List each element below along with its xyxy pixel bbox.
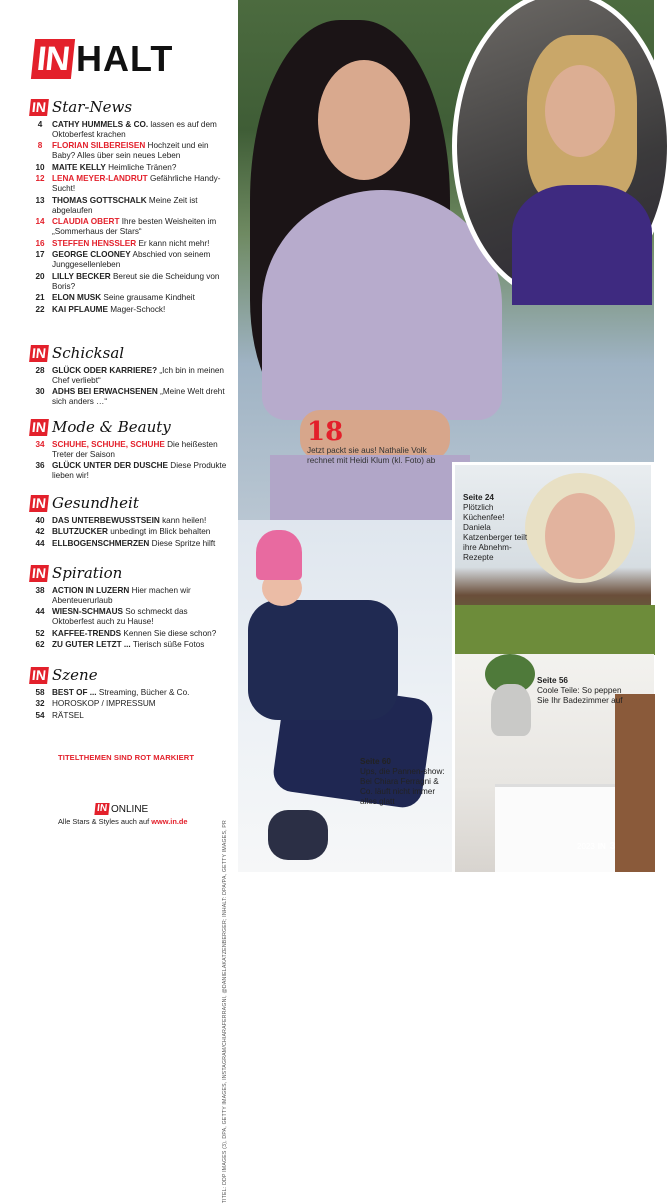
- toc-entry-description: „Ich bin in meinen Chef verliebt“: [52, 365, 224, 385]
- toc-entry[interactable]: [30, 366, 230, 386]
- toc-entry-name: STEFFEN HENSSLER: [52, 238, 137, 248]
- folio-in: IN: [597, 842, 606, 851]
- toc-page-number: 36: [35, 461, 45, 470]
- toc-entry-text: [50, 527, 230, 537]
- folio-year: 2023: [577, 842, 595, 851]
- toc-entry-description: Mager-Schock!: [107, 304, 166, 314]
- caption-page-label: Seite 60: [360, 757, 391, 766]
- toc-entry[interactable]: [30, 516, 230, 526]
- red-topics-note: TITELTHEMEN SIND ROT MARKIERT: [58, 753, 195, 762]
- photo-pot-shape: [491, 684, 531, 736]
- toc-entry-text: [50, 366, 230, 386]
- toc-entry-description: Hochzeit und ein Baby? Alles über sein neues Leben: [52, 141, 209, 160]
- toc-page-number: 40: [35, 515, 45, 525]
- toc-entry-text: [50, 586, 230, 606]
- toc-entry-description: Kennen Sie diese schon?: [121, 628, 217, 638]
- toc-page-number: 10: [35, 162, 45, 172]
- toc-entry-description: kann heilen!: [159, 515, 207, 525]
- toc-entry[interactable]: [30, 250, 230, 270]
- section-spiration: [30, 562, 230, 650]
- caption-page-label: Seite 56: [537, 676, 568, 685]
- toc-entry[interactable]: [30, 629, 230, 639]
- toc-entry[interactable]: [30, 196, 230, 216]
- heidi-klum-photo[interactable]: [452, 0, 672, 302]
- toc-entry-text: [50, 163, 230, 173]
- toc-entry[interactable]: [30, 440, 230, 460]
- toc-entry-text: [50, 174, 230, 194]
- toc-page-number: 44: [35, 607, 45, 616]
- toc-entry-description: Die heißesten Treter der Saison: [52, 439, 218, 459]
- online-logo[interactable]: [95, 803, 148, 815]
- toc-entry[interactable]: [30, 586, 230, 606]
- online-in-logo: IN: [94, 803, 109, 815]
- photo-shelf-shape: [615, 694, 655, 872]
- section-heading: [30, 96, 230, 118]
- toc-entry[interactable]: [30, 640, 230, 650]
- masthead: [33, 38, 173, 80]
- section-title: Mode & Beauty: [52, 418, 171, 436]
- section-title: Szene: [52, 666, 98, 684]
- toc-entry[interactable]: [30, 711, 230, 721]
- toc-entry-name: LENA MEYER-LANDRUT: [52, 174, 148, 183]
- chiara-ferragni-photo[interactable]: [238, 520, 452, 872]
- toc-entry-name: CATHY HUMMELS & CO.: [52, 119, 149, 129]
- toc-entry-name: WIESN-SCHMAUS: [52, 607, 123, 616]
- section-in-logo: IN: [29, 565, 49, 582]
- toc-entry-description: Meine Zeit ist abgelaufen: [52, 195, 198, 215]
- toc-entry[interactable]: [30, 174, 230, 194]
- toc-entry-text: [50, 699, 230, 709]
- toc-entry[interactable]: [30, 163, 230, 173]
- toc-entry-text: [50, 440, 230, 460]
- toc-page-number: 8: [37, 141, 43, 150]
- toc-entry-text: [50, 272, 230, 292]
- toc-page-number: 22: [35, 304, 45, 314]
- toc-entry-name: GLÜCK ODER KARRIERE?: [52, 365, 158, 375]
- toc-page-number: 14: [35, 217, 45, 226]
- toc-entry-name: ADHS BEI ERWACHSENEN: [52, 387, 158, 396]
- toc-page-number: 13: [35, 195, 45, 205]
- section-schicksal: [30, 342, 230, 407]
- photo-food-shape: [455, 605, 655, 655]
- toc-entry-name: ELLBOGENSCHMERZEN: [52, 538, 150, 548]
- toc-entry-text: [50, 461, 230, 481]
- toc-entry[interactable]: [30, 293, 230, 303]
- photo-hat-shape: [256, 530, 302, 580]
- section-heading: [30, 416, 230, 438]
- toc-entry-name: FLORIAN SILBEREISEN: [52, 141, 146, 150]
- section-in-logo: IN: [29, 345, 49, 362]
- toc-page-number: 12: [35, 174, 45, 183]
- toc-entry-description: Streaming, Bücher & Co.: [96, 687, 190, 697]
- caption-text: Jetzt packt sie aus! Nathalie Volk rechnet mit Heidi Klum (kl. Foto) ab: [307, 446, 436, 465]
- toc-entry-description: Heimliche Tränen?: [105, 162, 177, 172]
- photo-face-shape: [318, 60, 410, 180]
- caption-text: Ups, die Pannen-show: Bei Chiara Ferragni & Co. läuft nicht immer alles glatt: [360, 767, 445, 806]
- section-star-news: [30, 96, 230, 315]
- masthead-in-logo: IN: [31, 39, 75, 79]
- toc-entry-text: [50, 141, 230, 161]
- toc-entry[interactable]: [30, 387, 230, 407]
- toc-entry[interactable]: [30, 539, 230, 549]
- toc-entry-name: ZU GUTER LETZT ...: [52, 640, 131, 649]
- section-in-logo: IN: [29, 419, 49, 436]
- photo-face-shape: [545, 493, 615, 579]
- toc-entry-name: CLAUDIA OBERT: [52, 217, 120, 226]
- caption-page-number: 18: [307, 417, 344, 447]
- toc-page-number: 20: [35, 271, 45, 281]
- caption-text: Plötzlich Küchenfee! Daniela Katzenberger teilt ihre Abnehm-Rezepte: [463, 503, 528, 562]
- online-label: ONLINE: [111, 803, 149, 815]
- photo-credits: TITEL: DDP IMAGES (3), DPA, GETTY IMAGES, INSTAGRAM/CHIARAFERRAGNI, @DANIELAKATZENBERGER; INHALT: DPA/PA, GETTY IMAGES, PR: [222, 820, 228, 1203]
- toc-entry-name: ELON MUSK: [52, 293, 102, 302]
- online-promo: [58, 817, 188, 826]
- toc-page-number: 16: [35, 238, 45, 248]
- toc-entry-description: HOROSKOP / IMPRESSUM: [52, 699, 156, 708]
- toc-page-number: 52: [35, 628, 45, 638]
- toc-entry-text: [50, 711, 230, 721]
- photo-dress-shape: [512, 185, 652, 305]
- website-link[interactable]: www.in.de: [151, 817, 188, 826]
- toc-entry-description: So schmeckt das Oktoberfest auch zu Hause!: [52, 607, 188, 626]
- toc-entry-text: [50, 120, 230, 140]
- toc-page-number: 32: [35, 699, 45, 708]
- toc-entry-text: [50, 293, 230, 303]
- toc-entry[interactable]: [30, 141, 230, 161]
- photo-bathtub-shape: [495, 784, 615, 872]
- toc-entry-text: [50, 629, 230, 639]
- section-title: Star-News: [52, 98, 133, 116]
- page-folio: [577, 841, 615, 852]
- toc-entry-name: THOMAS GOTTSCHALK: [52, 195, 147, 205]
- caption-page-label: Seite 24: [463, 493, 494, 502]
- toc-entry-description: Tierisch süße Fotos: [130, 640, 205, 649]
- toc-entry-name: BEST OF ...: [52, 687, 97, 697]
- toc-entry-description: „Meine Welt dreht sich anders …“: [52, 387, 225, 406]
- toc-page-number: 38: [35, 585, 45, 595]
- toc-entry[interactable]: [30, 688, 230, 698]
- section-title: Schicksal: [52, 344, 125, 362]
- toc-entry-name: KAFFEE-TRENDS: [52, 628, 122, 638]
- toc-entry-name: MAITE KELLY: [52, 162, 106, 172]
- toc-entry-name: GLÜCK UNTER DER DUSCHE: [52, 461, 168, 470]
- section-gesundheit: [30, 492, 230, 549]
- section-heading: [30, 664, 230, 686]
- toc-entry[interactable]: [30, 607, 230, 627]
- toc-entry-text: [50, 688, 230, 698]
- toc-entry-description: Diese Produkte lieben wir!: [52, 461, 227, 480]
- toc-entry-description: Gefährliche Handy-Sucht!: [52, 174, 221, 193]
- toc-entry-text: [50, 387, 230, 407]
- toc-page-number: 28: [35, 365, 45, 375]
- toc-page-number: 58: [35, 687, 45, 697]
- toc-entry-description: Seine grausame Kindheit: [101, 293, 195, 302]
- toc-page-number: 34: [35, 439, 45, 449]
- section-szene: [30, 664, 230, 721]
- toc-entry-text: [50, 239, 230, 249]
- toc-entry[interactable]: [30, 699, 230, 709]
- toc-entry-text: [50, 217, 230, 237]
- toc-entry[interactable]: [30, 120, 230, 140]
- toc-entry-text: [50, 516, 230, 526]
- masthead-title: HALT: [76, 38, 174, 79]
- toc-entry[interactable]: [30, 305, 230, 315]
- section-in-logo: IN: [29, 495, 49, 512]
- toc-entry-text: [50, 640, 230, 650]
- toc-page-number: 4: [37, 119, 43, 129]
- toc-entry-description: lassen es auf dem Oktoberfest krachen: [52, 119, 217, 139]
- section-in-logo: IN: [29, 99, 49, 116]
- toc-page-number: 30: [35, 387, 45, 396]
- toc-column: [0, 0, 232, 1203]
- toc-entry-description: Ihre besten Weisheiten im „Sommerhaus der Stars“: [52, 217, 217, 236]
- toc-entry-text: [50, 196, 230, 216]
- toc-entry[interactable]: [30, 239, 230, 249]
- toc-entry-description: Diese Spritze hilft: [149, 538, 216, 548]
- photo-boot-shape: [268, 810, 328, 860]
- section-title: Gesundheit: [52, 494, 139, 512]
- toc-page-number: 44: [35, 538, 45, 548]
- toc-entry-name: BLUTZUCKER: [52, 527, 108, 536]
- toc-entry-name: GEORGE CLOONEY: [52, 250, 131, 259]
- toc-entry-text: [50, 607, 230, 627]
- toc-entry-text: [50, 305, 230, 315]
- toc-entry-description: unbedingt im Blick behalten: [107, 527, 211, 536]
- online-promo-text: Alle Stars & Styles auch auf: [58, 817, 152, 826]
- section-mode-beauty: [30, 416, 230, 481]
- section-title: Spiration: [52, 564, 123, 582]
- toc-entry-name: KAI PFLAUME: [52, 304, 108, 314]
- section-heading: [30, 342, 230, 364]
- toc-entry-description: Abschied von seinem Junggesellenleben: [52, 250, 211, 269]
- caption-page-56[interactable]: [537, 676, 627, 706]
- section-heading: [30, 492, 230, 514]
- caption-page-18[interactable]: [307, 418, 447, 466]
- toc-page-number: 54: [35, 710, 45, 720]
- caption-text: Coole Teile: So peppen Sie Ihr Badezimmer auf: [537, 686, 623, 705]
- toc-entry[interactable]: [30, 461, 230, 481]
- toc-entry[interactable]: [30, 217, 230, 237]
- toc-entry-description: Bereut sie die Scheidung von Boris?: [52, 271, 220, 291]
- toc-entry-description: RÄTSEL: [52, 710, 84, 720]
- section-in-logo: IN: [29, 667, 49, 684]
- toc-entry-name: SCHUHE, SCHUHE, SCHUHE: [52, 439, 165, 449]
- caption-page-60[interactable]: [360, 757, 450, 807]
- toc-entry-text: [50, 250, 230, 270]
- toc-page-number: 62: [35, 640, 45, 649]
- toc-entry[interactable]: [30, 272, 230, 292]
- photo-sweater-shape: [248, 600, 398, 720]
- toc-entry-description: Er kann nicht mehr!: [136, 238, 210, 248]
- toc-entry-description: Hier machen wir Abenteuerurlaub: [52, 585, 191, 605]
- toc-page-number: 21: [35, 293, 45, 302]
- folio-page-number: 3: [609, 841, 616, 852]
- toc-entry-name: LILLY BECKER: [52, 271, 111, 281]
- toc-page-number: 42: [35, 527, 45, 536]
- toc-entry[interactable]: [30, 527, 230, 537]
- photo-face-shape: [545, 65, 615, 157]
- toc-entry-text: [50, 539, 230, 549]
- toc-entry-name: ACTION IN LUZERN: [52, 585, 130, 595]
- section-heading: [30, 562, 230, 584]
- caption-page-24[interactable]: [463, 493, 533, 563]
- toc-entry-name: DAS UNTERBEWUSSTSEIN: [52, 515, 160, 525]
- toc-page-number: 17: [35, 250, 45, 259]
